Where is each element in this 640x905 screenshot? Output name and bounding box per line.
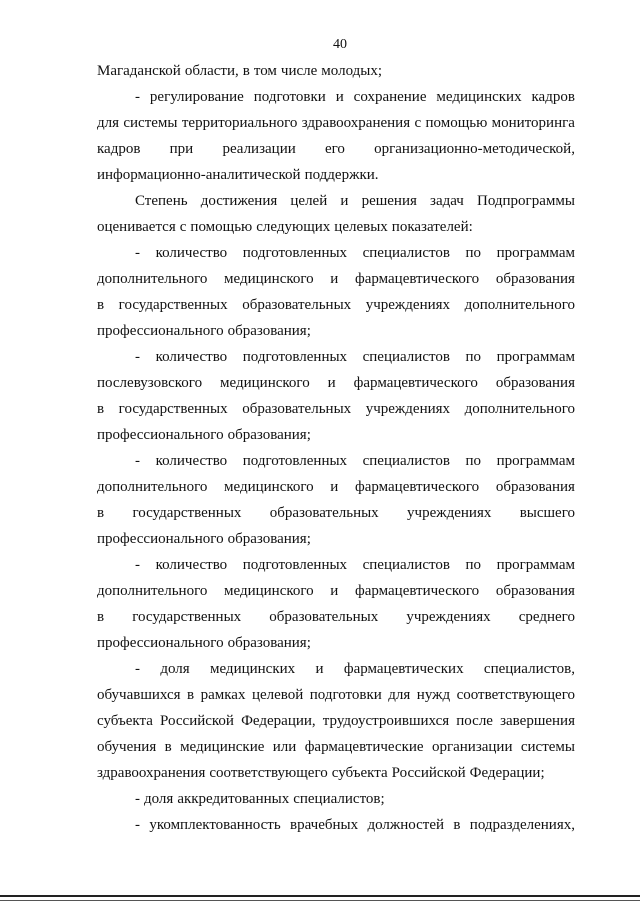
text-line: профессионального образования; bbox=[97, 635, 311, 651]
paragraph bbox=[97, 448, 575, 552]
text-line: в государственных образовательных учреждениях дополнительного bbox=[97, 401, 575, 417]
paragraph bbox=[97, 58, 575, 84]
text-line: Степень достижения целей и решения задач Подпрограммы bbox=[135, 193, 575, 209]
text-line: информационно-аналитической поддержки. bbox=[97, 167, 379, 183]
text-line: дополнительного медицинского и фармацевтического образования bbox=[97, 583, 575, 599]
text-line: профессионального образования; bbox=[97, 531, 311, 547]
text-line: - доля медицинских и фармацевтических специалистов, bbox=[135, 661, 575, 677]
paragraph bbox=[97, 656, 575, 786]
paragraph bbox=[97, 84, 575, 188]
paragraph bbox=[97, 552, 575, 656]
text-line: субъекта Российской Федерации, трудоустроившихся после завершения bbox=[97, 713, 575, 729]
page-number: 40 bbox=[333, 37, 347, 52]
document-body bbox=[97, 58, 575, 838]
text-line: оценивается с помощью следующих целевых показателей: bbox=[97, 219, 473, 235]
text-line: здравоохранения соответствующего субъекта Российской Федерации; bbox=[97, 765, 545, 781]
text-line: в государственных образовательных учреждениях дополнительного bbox=[97, 297, 575, 313]
text-line: послевузовского медицинского и фармацевтического образования bbox=[97, 375, 575, 391]
text-line: - укомплектованность врачебных должностей в подразделениях, bbox=[135, 817, 575, 833]
bottom-border-line-thin bbox=[0, 900, 640, 901]
paragraph bbox=[97, 786, 575, 812]
text-line: в государственных образовательных учреждениях среднего bbox=[97, 609, 575, 625]
text-line: - количество подготовленных специалистов по программам bbox=[135, 557, 575, 573]
text-line: - количество подготовленных специалистов по программам bbox=[135, 245, 575, 261]
text-line: профессионального образования; bbox=[97, 427, 311, 443]
paragraph bbox=[97, 188, 575, 240]
bottom-border-line bbox=[0, 895, 640, 897]
text-line: Магаданской области, в том числе молодых; bbox=[97, 63, 383, 79]
text-line: дополнительного медицинского и фармацевтического образования bbox=[97, 479, 575, 495]
text-line: профессионального образования; bbox=[97, 323, 311, 339]
text-line: для системы территориального здравоохранения с помощью мониторинга bbox=[97, 115, 575, 131]
text-line: в государственных образовательных учреждениях высшего bbox=[97, 505, 575, 521]
text-line: - количество подготовленных специалистов по программам bbox=[135, 453, 575, 469]
text-line: - регулирование подготовки и сохранение медицинских кадров bbox=[135, 89, 575, 105]
text-line: обучавшихся в рамках целевой подготовки для нужд соответствующего bbox=[97, 687, 575, 703]
paragraph bbox=[97, 812, 575, 838]
paragraph bbox=[97, 240, 575, 344]
text-line: - количество подготовленных специалистов по программам bbox=[135, 349, 575, 365]
text-line: обучения в медицинские или фармацевтические организации системы bbox=[97, 739, 575, 755]
text-line: дополнительного медицинского и фармацевтического образования bbox=[97, 271, 575, 287]
text-line: кадров при реализации его организационно-методической, bbox=[97, 141, 575, 157]
text-line: - доля аккредитованных специалистов; bbox=[135, 791, 385, 807]
paragraph bbox=[97, 344, 575, 448]
